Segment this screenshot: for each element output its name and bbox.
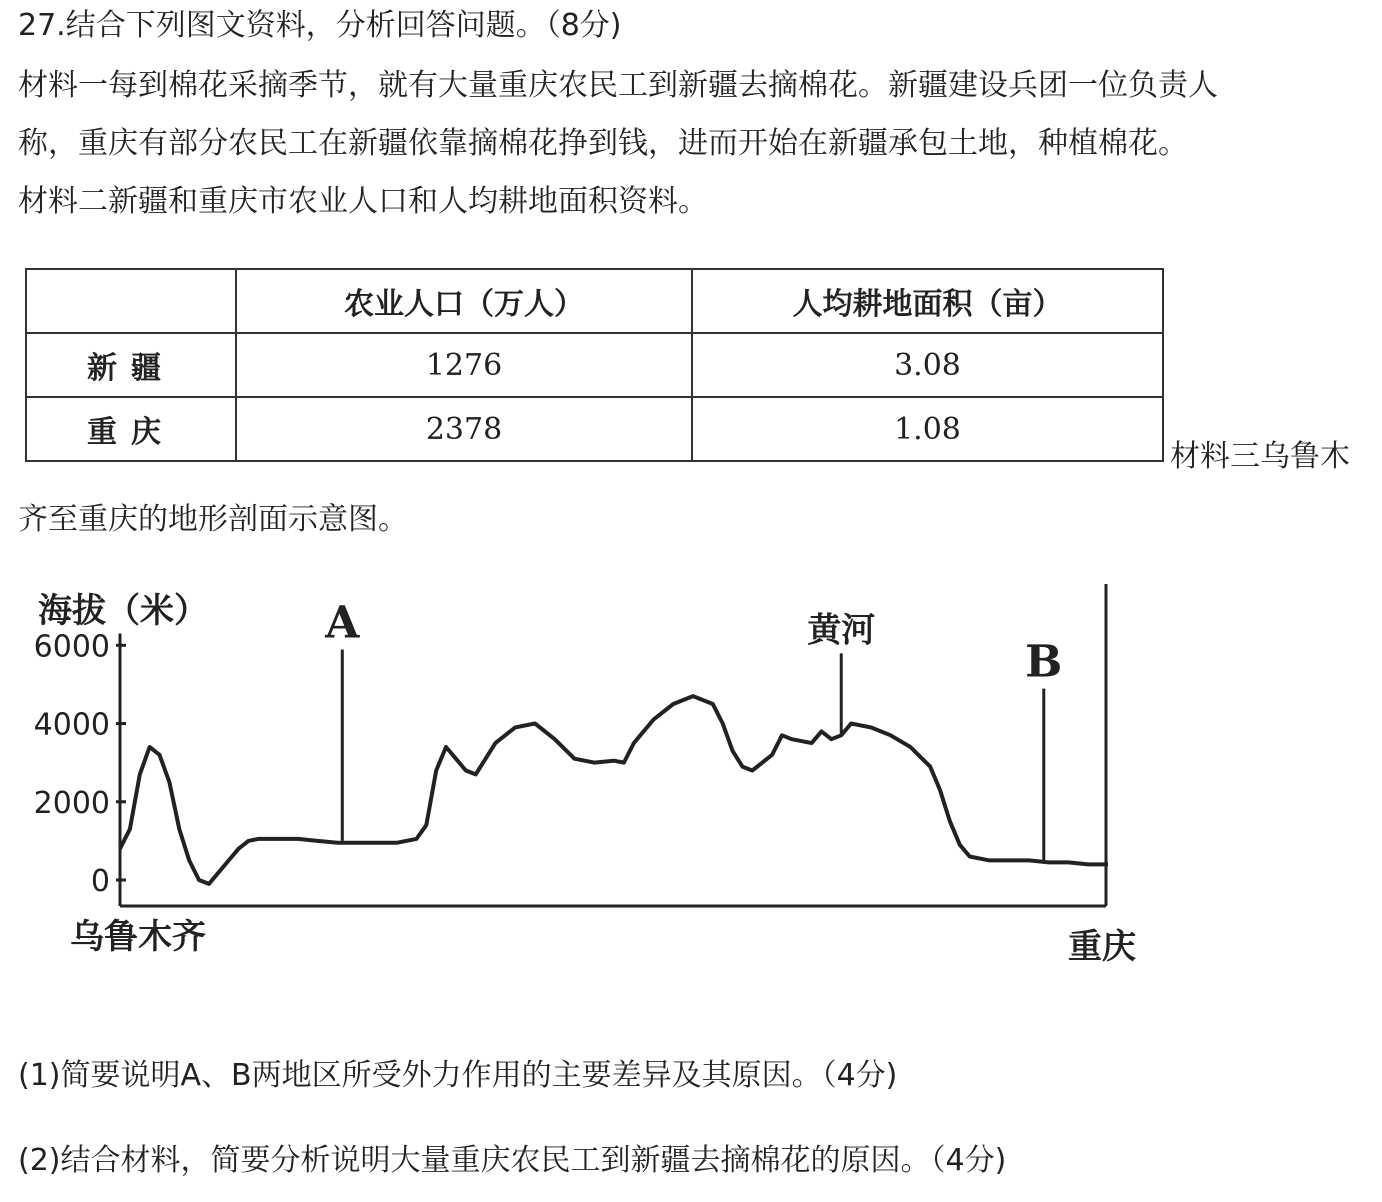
table-region-cell: 新疆 [26,333,236,397]
terrain-profile-line [120,696,1108,884]
question-title: 27.结合下列图文资料，分析回答问题。（8分) [18,8,622,43]
x-start-label: 乌鲁木齐 [70,917,206,957]
table-header-row [26,269,1163,333]
table-row [26,397,1163,461]
question-2: (2)结合材料，简要分析说明大量重庆农民工到新疆去摘棉花的原因。（4分) [18,1143,1007,1178]
table-header-cell [26,269,236,333]
material3-text-part1: 材料三乌鲁木 [1170,439,1350,474]
table-cell: 2378 [236,397,692,461]
x-end-label: 重庆 [1068,927,1136,967]
table-region-cell: 重庆 [26,397,236,461]
annotation-label: B [1025,636,1063,688]
material1-line2: 称，重庆有部分农民工在新疆依靠摘棉花挣到钱，进而开始在新疆承包土地，种植棉花。 [18,126,1188,161]
table-header-cell: 农业人口（万人） [236,269,692,333]
annotation-label: 黄河 [807,610,876,651]
data-table [25,268,1164,462]
table-cell: 3.08 [692,333,1163,397]
table-cell: 1.08 [692,397,1163,461]
y-tick-label: 6000 [33,629,110,665]
material1-line1: 材料一每到棉花采摘季节，就有大量重庆农民工到新疆去摘棉花。新疆建设兵团一位负责人 [18,68,1218,103]
y-tick-label: 4000 [33,707,110,743]
y-axis-label: 海拔（米） [38,591,208,631]
terrain-profile-chart [0,570,1200,990]
y-tick-label: 2000 [33,785,110,821]
material2-text: 材料二新疆和重庆市农业人口和人均耕地面积资料。 [18,184,708,219]
table-header-cell: 人均耕地面积（亩） [692,269,1163,333]
annotation-label: A [325,597,360,649]
material3-text-part2: 齐至重庆的地形剖面示意图。 [18,502,408,537]
table-row [26,333,1163,397]
question-1: (1)简要说明A、B两地区所受外力作用的主要差异及其原因。（4分) [18,1058,898,1093]
table-cell: 1276 [236,333,692,397]
y-ticks [34,629,126,899]
y-tick-label: 0 [90,864,110,899]
